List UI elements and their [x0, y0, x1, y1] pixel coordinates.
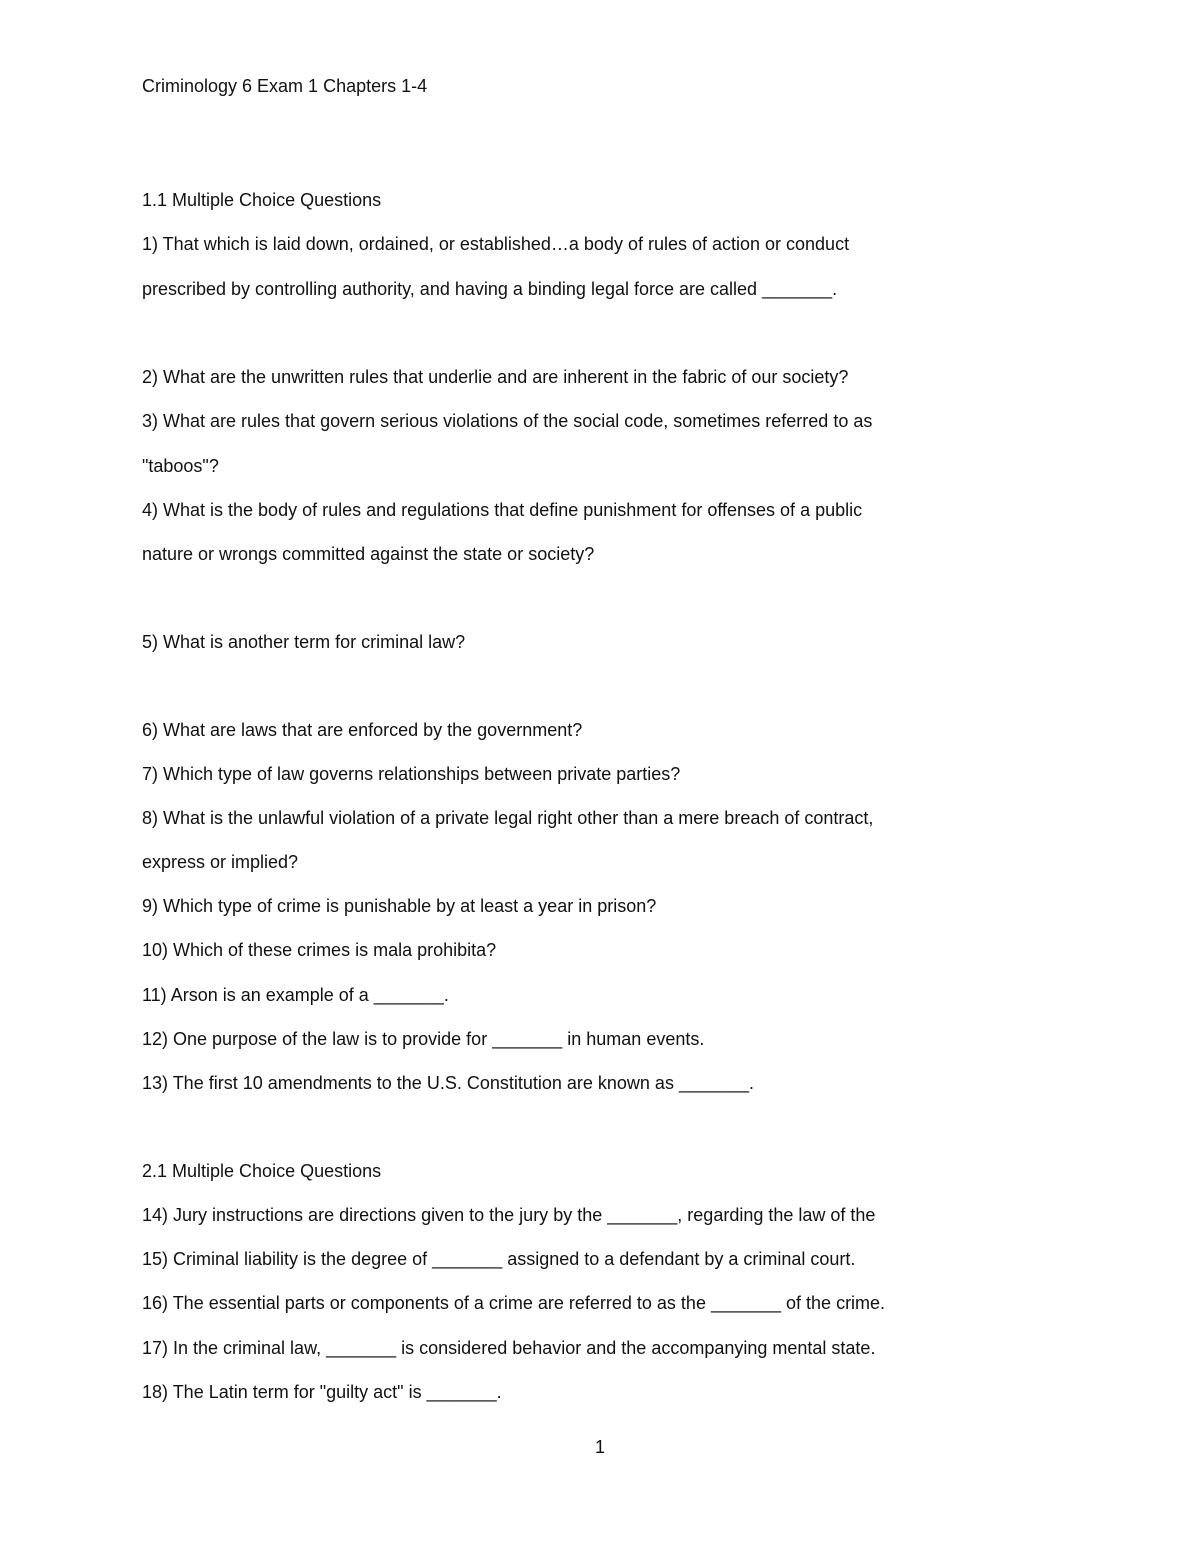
- question-15: 15) Criminal liability is the degree of _______ assigned to a defendant by a criminal court.: [142, 1249, 856, 1269]
- question-14: 14) Jury instructions are directions given to the jury by the _______, regarding the law of the: [142, 1205, 876, 1225]
- section-heading-1-1: 1.1 Multiple Choice Questions: [142, 190, 382, 210]
- question-17: 17) In the criminal law, _______ is considered behavior and the accompanying mental state.: [142, 1338, 876, 1358]
- question-6: 6) What are laws that are enforced by the government?: [142, 720, 583, 740]
- page-number: 1: [594, 1437, 605, 1457]
- question-4-line-2: nature or wrongs committed against the state or society?: [142, 544, 595, 564]
- question-4-line-1: 4) What is the body of rules and regulations that define punishment for offenses of a public: [142, 500, 863, 520]
- question-8-line-2: express or implied?: [142, 852, 299, 872]
- question-5: 5) What is another term for criminal law?: [142, 632, 466, 652]
- question-3-line-1: 3) What are rules that govern serious violations of the social code, sometimes referred to as: [142, 411, 873, 431]
- document-header: Criminology 6 Exam 1 Chapters 1-4: [142, 76, 428, 96]
- question-18: 18) The Latin term for "guilty act" is _______.: [142, 1382, 502, 1402]
- question-7: 7) Which type of law governs relationships between private parties?: [142, 764, 681, 784]
- section-heading-2-1: 2.1 Multiple Choice Questions: [142, 1161, 382, 1181]
- question-10: 10) Which of these crimes is mala prohibita?: [142, 940, 497, 960]
- question-8-line-1: 8) What is the unlawful violation of a private legal right other than a mere breach of contract,: [142, 808, 874, 828]
- question-3-line-2: "taboos"?: [142, 456, 219, 476]
- question-2: 2) What are the unwritten rules that underlie and are inherent in the fabric of our society?: [142, 367, 849, 387]
- question-9: 9) Which type of crime is punishable by at least a year in prison?: [142, 896, 657, 916]
- question-12: 12) One purpose of the law is to provide for _______ in human events.: [142, 1029, 705, 1049]
- question-11: 11) Arson is an example of a _______.: [142, 985, 449, 1005]
- question-13: 13) The first 10 amendments to the U.S. Constitution are known as _______.: [142, 1073, 755, 1093]
- question-1-line-1: 1) That which is laid down, ordained, or established…a body of rules of action or conduct: [142, 234, 850, 254]
- question-1-line-2: prescribed by controlling authority, and having a binding legal force are called _______.: [142, 279, 838, 299]
- question-16: 16) The essential parts or components of a crime are referred to as the _______ of the crime.: [142, 1293, 886, 1313]
